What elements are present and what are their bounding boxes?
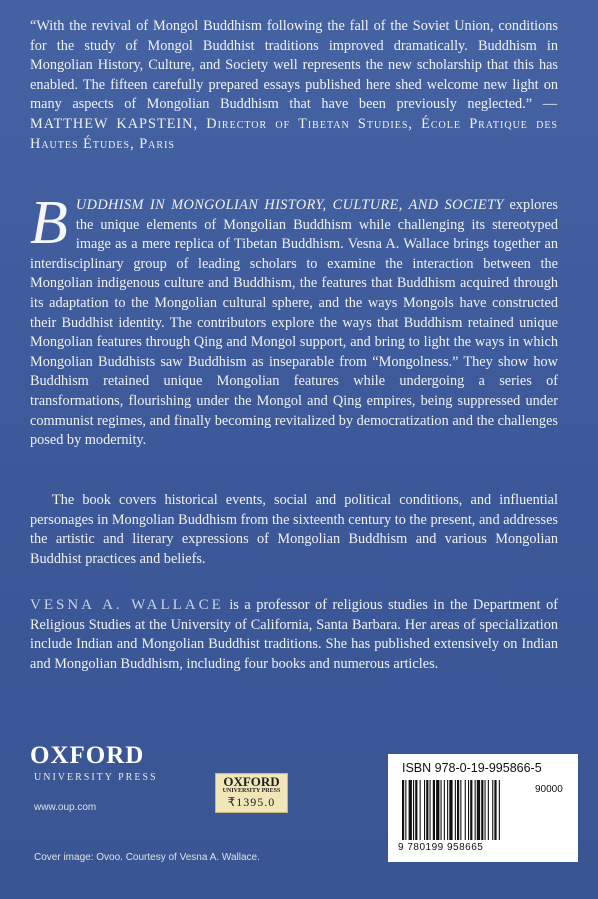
description-block bbox=[30, 189, 558, 451]
publisher-url: www.oup.com bbox=[34, 802, 97, 813]
isbn-label: ISBN 978-0-19-995866-5 bbox=[402, 761, 542, 775]
publisher-logo: OXFORD bbox=[30, 742, 145, 769]
sticker-subtitle: UNIVERSITY PRESS bbox=[222, 788, 281, 794]
price-sticker bbox=[215, 773, 288, 813]
description-body: explores the unique elements of Mongolian Buddhism while challenging its stereotyped image as a mere replica of Tibetan Buddhism. Vesna A. Wallace brings together an interdisciplinary group of leading scholars to examine the interaction between the Mongolian indigenous culture and Buddhism, the features that Buddhism acquired through its adaptation to the Mongolian cultural sphere, and the ways Mongols have constructed their Buddhist identity. The contributors explore the ways that Buddhism retained unique Mongolian features through Qing and Mongol support, and bring to light the ways in which Mongolian Buddhists saw Buddhism as inseparable from “Mongolness.” They show how Buddhism retained unique Mongolian features while undergoing a series of transformations, flourishing under the Mongol and Qing empires, being suppressed under communist regimes, and finally becoming revitalized by democratization and the challenges posed by modernity. bbox=[30, 197, 558, 449]
publisher-subtitle: UNIVERSITY PRESS bbox=[34, 772, 158, 783]
book-title: UDDHISM IN MONGOLIAN HISTORY, CULTURE, AND SOCIETY bbox=[75, 197, 504, 213]
barcode-price-code: 90000 bbox=[535, 784, 563, 795]
drop-cap: B bbox=[30, 189, 68, 257]
author-name: VESNA A. WALLACE bbox=[30, 597, 224, 613]
cover-credit: Cover image: Ovoo. Courtesy of Vesna A. Wallace. bbox=[34, 852, 260, 863]
author-bio-block bbox=[30, 596, 558, 674]
author-bio: is a professor of religious studies in the Department of Religious Studies at the University of California, Santa Barbara. Her areas of specialization include Indian and Mongolian Buddhist traditions. She has published extensively on Indian and Mongolian Buddhism, including four books and numerous articles. bbox=[30, 597, 558, 672]
endorsement-attribution: —MATTHEW KAPSTEIN, Director of Tibetan Studies, École Pratique des Hautes Études, Paris bbox=[30, 96, 558, 152]
sticker-price: ₹1395.0 bbox=[227, 795, 276, 809]
endorsement-quote: “With the revival of Mongol Buddhism following the fall of the Soviet Union, conditions for the study of Mongol Buddhist traditions improved dramatically. Buddhism in Mongolian History, Culture, and Society well represents the new scholarship that this has enabled. The fifteen carefully prepared essays published here shed welcome new light on many aspects of Mongolian Buddhism that have been previously neglected.” bbox=[30, 18, 558, 113]
endorsement-block bbox=[30, 17, 558, 154]
description-paragraph-2: The book covers historical events, social and political conditions, and influential personages in Mongolian Buddhism from the sixteenth century to the present, and addresses the artistic and literary expressions of Mongolian Buddhism and various Mongolian Buddhist practices and beliefs. bbox=[30, 492, 558, 567]
barcode-digits: 9 780199 958665 bbox=[398, 842, 484, 853]
isbn-barcode-box bbox=[388, 754, 578, 862]
sticker-brand: OXFORD bbox=[223, 774, 280, 789]
